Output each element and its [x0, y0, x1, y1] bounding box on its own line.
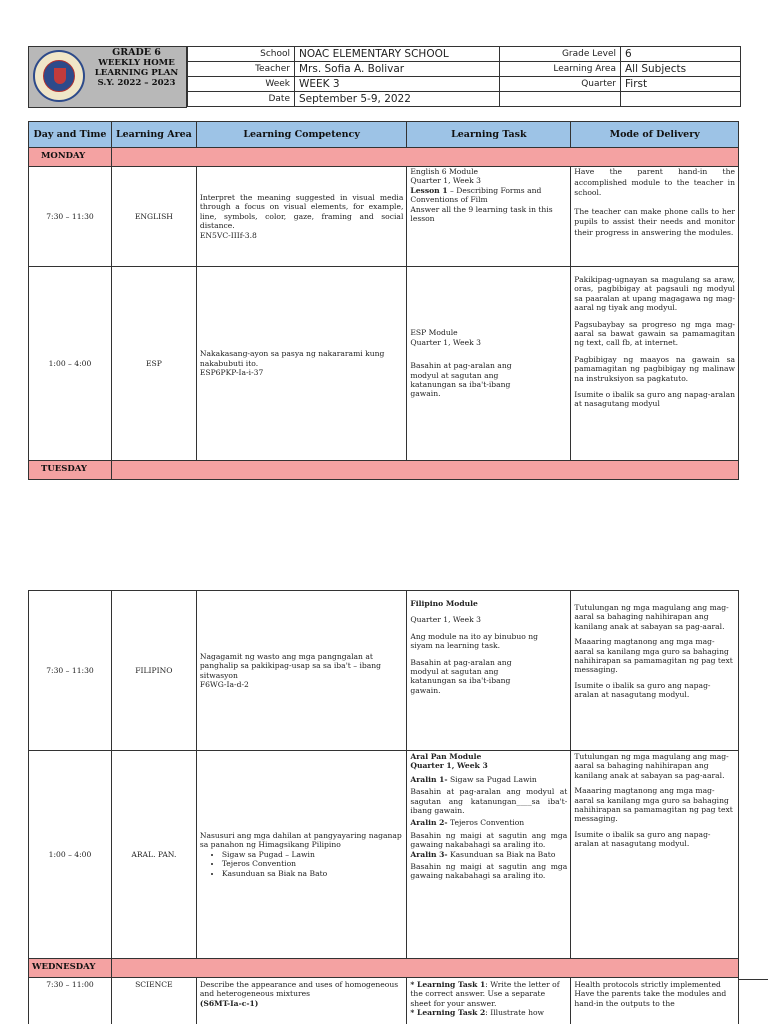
- plan-line2: LEARNING PLAN: [94, 68, 179, 78]
- header-info-table: [187, 46, 741, 107]
- mode-text: Isumite o ibalik sa guro ang napag-aralan at nasagutang modyul.: [574, 829, 711, 849]
- competency-text: Interpret the meaning suggested in visual media through a focus on visual elements, for example, line, symbols, color, gaze, framing and social distance.: [199, 192, 404, 231]
- task-1: [410, 980, 567, 1008]
- aralin-2: [410, 818, 567, 827]
- table-row: [29, 591, 739, 751]
- task-lesson-rest: – Describing Forms and Conventions of Film: [410, 185, 542, 205]
- row-area: SCIENCE: [111, 978, 196, 1024]
- aralin-2-read: Basahin ng maigi at sagutin ang mga gawaing nakabahagi sa araling ito.: [410, 830, 568, 850]
- task-lesson-bold: Lesson 1: [410, 185, 448, 195]
- row-mode: [571, 751, 739, 959]
- row-time: 1:00 – 4:00: [29, 267, 112, 461]
- aralin-1-bold: Aralin 1-: [410, 774, 448, 784]
- teacher-label: Teacher: [188, 62, 295, 77]
- task-2-rest: : Illustrate how: [485, 1008, 545, 1018]
- plan-title: [89, 48, 184, 88]
- grade-text: GRADE 6: [112, 47, 161, 58]
- list-item: • Tejeros Convention: [222, 859, 404, 868]
- day-band: [111, 148, 738, 167]
- task-module: Filipino Module: [410, 599, 478, 608]
- teacher-value: Mrs. Sofia A. Bolivar: [295, 62, 500, 77]
- col-mode-of-delivery: Mode of Delivery: [571, 122, 739, 148]
- task-quarter: Quarter 1, Week 3: [410, 337, 481, 347]
- competency-text: Nasusuri ang mga dahilan at pangyayaring naganap sa panahon ng Himagsikang Pilipino: [199, 830, 402, 850]
- row-time: 7:30 – 11:30: [29, 167, 112, 267]
- table-row: [29, 167, 739, 267]
- mode-text: The teacher can make phone calls to her pupils to assist their needs and monitor their progress in answering the modules.: [574, 206, 735, 237]
- task-read: Basahin at pag-aralan ang modyul at sagutan ang katanungan sa iba't-ibang gawain.: [410, 361, 512, 399]
- aralin-3: [410, 850, 567, 859]
- header-block: [28, 46, 187, 108]
- task-2: [410, 1008, 567, 1017]
- school-year: S.Y. 2022 – 2023: [97, 78, 176, 88]
- row-time: 7:30 – 11:00: [29, 978, 112, 1024]
- competency-text: Describe the appearance and uses of homogeneous and heterogeneous mixtures: [199, 980, 399, 999]
- competency-code: F6WG-Ia-d-2: [199, 679, 249, 689]
- day-tuesday: TUESDAY: [29, 461, 112, 480]
- week-label: Week: [188, 77, 295, 92]
- competency-list: [222, 850, 404, 878]
- row-competency: [196, 267, 407, 461]
- col-day-time: Day and Time: [29, 122, 112, 148]
- row-area: ARAL. PAN.: [111, 751, 196, 959]
- row-competency: [196, 167, 407, 267]
- empty-cell: [500, 92, 621, 107]
- page-edge-line: [739, 979, 768, 980]
- task-quarter: Quarter 1, Week 3: [410, 176, 481, 186]
- table-row: [29, 267, 739, 461]
- row-competency: [196, 978, 407, 1024]
- row-task: [407, 167, 571, 267]
- task-module: English 6 Module: [410, 167, 479, 176]
- aralin-1: [410, 775, 567, 784]
- row-task: [407, 978, 571, 1024]
- mode-text: Have the parent hand-in the accomplished module to the teacher in school.: [574, 167, 735, 198]
- row-task: [407, 267, 571, 461]
- mode-text: Pakikipag-ugnayan sa magulang sa araw, oras, pagbibigay at pagsauli ng modyul sa paaralan at upang magagawa ng mag-aaral ng tiyak ang modyul.: [574, 275, 735, 313]
- row-mode: [571, 267, 739, 461]
- mode-text: Maaaring magtanong ang mga mag- aaral sa kanilang mga guro sa bahaging nahihirapan sa pamamagitan ng pag text messaging.: [574, 786, 733, 824]
- list-item: • Kasunduan sa Biak na Bato: [222, 869, 404, 878]
- day-band: [111, 959, 738, 978]
- mode-text: Pagsubaybay sa progreso ng mga mag-aaral sa bawat gawain sa pamamagitan ng text, call fb, at internet.: [574, 319, 735, 348]
- day-monday: MONDAY: [29, 148, 112, 167]
- row-competency: [196, 591, 407, 751]
- competency-code: (S6MT-Ia-c-1): [199, 998, 259, 1008]
- row-task: [407, 751, 571, 959]
- grade-level-label: Grade Level: [500, 47, 621, 62]
- task-lesson: [410, 186, 567, 205]
- mode-text: Health protocols strictly implemented: [574, 980, 721, 989]
- task-quarter: Quarter 1, Week 3: [410, 615, 481, 625]
- aralin-2-rest: Tejeros Convention: [447, 818, 525, 828]
- competency-code: ESP6PKP-Ia-i-37: [199, 368, 264, 378]
- empty-cell: [621, 92, 741, 107]
- day-wednesday: WEDNESDAY: [29, 959, 112, 978]
- aralin-3-bold: Aralin 3-: [410, 849, 448, 859]
- mode-text: Isumite o ibalik sa guro ang napag-aralan at nasagutang modyul: [574, 390, 736, 409]
- col-learning-area: Learning Area: [111, 122, 196, 148]
- row-area: FILIPINO: [111, 591, 196, 751]
- mode-text: Tutulungan ng mga magulang ang mag-aaral sa bahaging nahihirapan ang kanilang anak at sabayan sa pag-aaral.: [574, 752, 729, 780]
- deped-seal-logo: [33, 50, 85, 102]
- list-item: • Sigaw sa Pugad – Lawin: [222, 850, 404, 859]
- plan-table-page1: [28, 121, 739, 480]
- school-value: NOAC ELEMENTARY SCHOOL: [295, 47, 500, 62]
- row-task: [407, 591, 571, 751]
- col-learning-competency: Learning Competency: [196, 122, 407, 148]
- aralin-1-read: Basahin at pag-aralan ang modyul at sagutan ang katanungan____sa iba't-ibang gawain.: [410, 787, 568, 816]
- week-value: WEEK 3: [295, 77, 500, 92]
- quarter-value: First: [621, 77, 741, 92]
- task-module: Aral Pan Module: [410, 752, 482, 761]
- learning-area-value: All Subjects: [621, 62, 741, 77]
- row-mode: [571, 978, 739, 1024]
- competency-text: Nagagamit ng wasto ang mga pangngalan at panghalip sa pakikipag-usap sa sa iba't – ibang sitwasyon: [199, 651, 382, 680]
- competency-text: Nakakasang-ayon sa pasya ng nakararami kung nakabubuti ito.: [199, 349, 385, 368]
- task-module: ESP Module: [410, 328, 458, 338]
- col-learning-task: Learning Task: [407, 122, 571, 148]
- mode-text: Tutulungan ng mga magulang ang mag-aaral sa bahaging nahihirapan ang kanilang anak at sabayan sa pag-aaral.: [574, 603, 729, 631]
- task-1-bold: * Learning Task 1: [410, 980, 486, 989]
- row-area: ESP: [111, 267, 196, 461]
- learning-area-label: Learning Area: [500, 62, 621, 77]
- aralin-3-rest: Kasunduan sa Biak na Bato: [447, 849, 556, 859]
- row-mode: [571, 167, 739, 267]
- mode-text: Pagbibigay ng maayos na gawain sa pamamagitan ng pagbibigay ng malinaw na instruksiyon sa pagkatuto.: [574, 354, 735, 383]
- quarter-label: Quarter: [500, 77, 621, 92]
- table-row: [29, 978, 739, 1024]
- row-mode: [571, 591, 739, 751]
- mode-text: Maaaring magtanong ang mga mag- aaral sa kanilang mga guro sa bahaging nahihirapan sa pamamagitan ng pag text messaging.: [574, 637, 733, 675]
- aralin-1-rest: Sigaw sa Pugad Lawin: [447, 774, 537, 784]
- task-2-bold: * Learning Task 2: [410, 1008, 486, 1018]
- task-1-rest: : Write the letter of the correct answer. Use a separate sheet for your answer.: [410, 980, 560, 1008]
- school-label: School: [188, 47, 295, 62]
- row-competency: [196, 751, 407, 959]
- grade-level-value: 6: [621, 47, 741, 62]
- plan-table-page2: [28, 590, 739, 1024]
- aralin-3-read: Basahin ng maigi at sagutin ang mga gawaing nakabahagi sa araling ito.: [410, 862, 568, 881]
- task-read: Basahin at pag-aralan ang modyul at sagutan ang katanungan sa iba't-ibang gawain.: [410, 657, 512, 695]
- row-area: ENGLISH: [111, 167, 196, 267]
- row-time: 1:00 – 4:00: [29, 751, 112, 959]
- mode-text: Isumite o ibalik sa guro ang napag-aralan at nasagutang modyul.: [574, 680, 711, 700]
- task-desc: Ang module na ito ay binubuo ng siyam na learning task.: [410, 631, 538, 651]
- aralin-2-bold: Aralin 2-: [410, 818, 448, 828]
- table-row: [29, 751, 739, 959]
- task-answer: Answer all the 9 learning task in this lesson: [410, 204, 553, 224]
- mode-text: Have the parents take the modules and hand-in the outputs to the: [574, 989, 727, 1008]
- row-time: 7:30 – 11:30: [29, 591, 112, 751]
- date-value: September 5-9, 2022: [295, 92, 500, 107]
- date-label: Date: [188, 92, 295, 107]
- day-band: [111, 461, 738, 480]
- competency-code: EN5VC-IIIf-3.8: [199, 230, 257, 240]
- task-quarter: Quarter 1, Week 3: [410, 761, 488, 771]
- plan-line1: WEEKLY HOME: [98, 58, 175, 68]
